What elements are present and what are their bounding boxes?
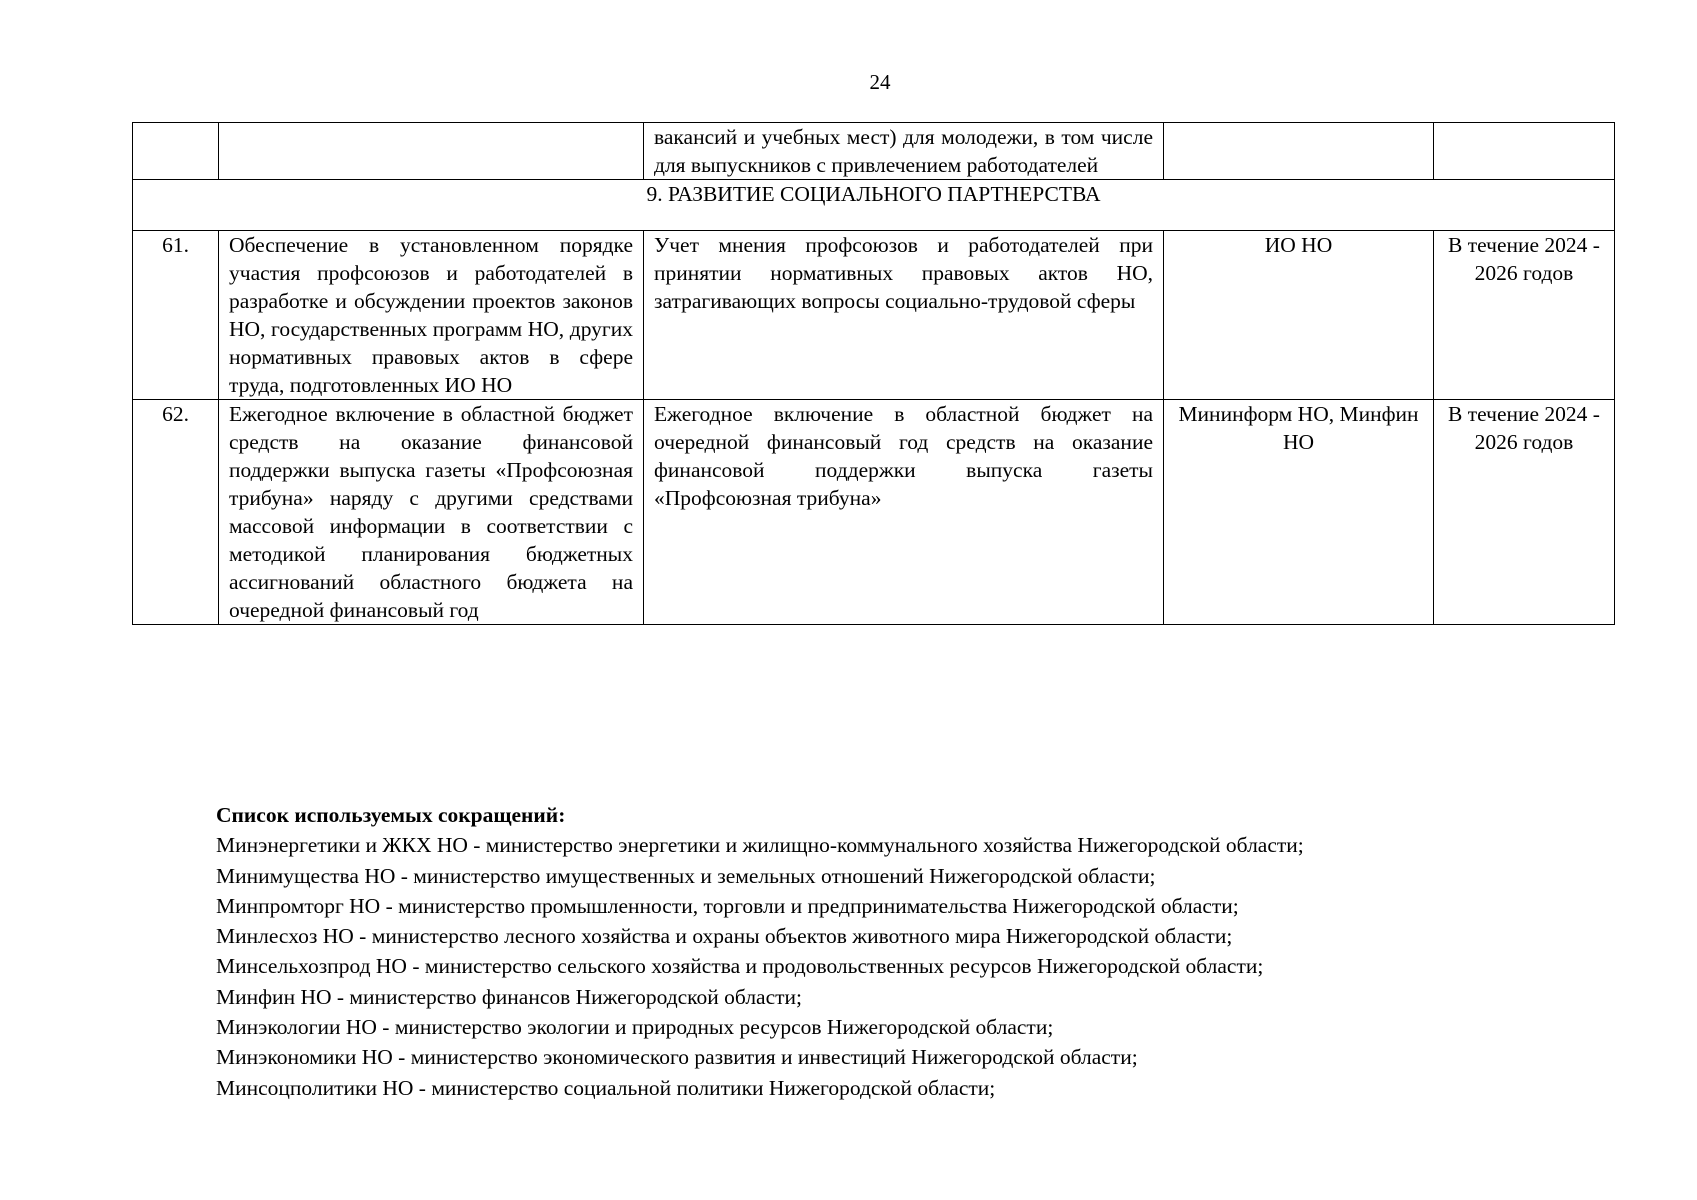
table-row-continuation bbox=[133, 123, 1615, 180]
abbreviation-item: Минпромторг НО - министерство промышленности, торговли и предпринимательства Нижегородской области; bbox=[216, 893, 1239, 918]
abbreviation-item: Минимущества НО - министерство имущественных и земельных отношений Нижегородской области; bbox=[216, 863, 1156, 888]
cell-executor bbox=[1164, 123, 1434, 180]
cell-result: вакансий и учебных мест) для молодежи, в том числе для выпускников с привлечением работодателей bbox=[644, 123, 1164, 180]
cell-result: Ежегодное включение в областной бюджет на очередной финансовый год средств на оказание финансовой поддержки выпуска газеты «Профсоюзная трибуна» bbox=[644, 400, 1164, 625]
cell-term bbox=[1434, 123, 1615, 180]
abbreviation-item: Минсоцполитики НО - министерство социальной политики Нижегородской области; bbox=[216, 1075, 996, 1100]
abbreviation-item: Минэнергетики и ЖКХ НО - министерство энергетики и жилищно-коммунального хозяйства Нижегородской области; bbox=[216, 833, 1304, 858]
cell-executor: ИО НО bbox=[1164, 231, 1434, 400]
cell-term: В течение 2024 - 2026 годов bbox=[1434, 231, 1615, 400]
abbreviation-item: Минфин НО - министерство финансов Нижегородской области; bbox=[216, 984, 803, 1009]
abbreviation-item: Минэкологии НО - министерство экологии и природных ресурсов Нижегородской области; bbox=[216, 1015, 1054, 1040]
cell-num: 61. bbox=[133, 231, 219, 400]
abbreviations-title: Список используемых сокращений: bbox=[216, 803, 566, 827]
table-row bbox=[133, 231, 1615, 400]
cell-result: Учет мнения профсоюзов и работодателей при принятии нормативных правовых актов НО, затрагивающих вопросы социально-трудовой сферы bbox=[644, 231, 1164, 400]
cell-num: 62. bbox=[133, 400, 219, 625]
cell-term: В течение 2024 - 2026 годов bbox=[1434, 400, 1615, 625]
abbreviations-list bbox=[216, 800, 1616, 1103]
cell-event bbox=[219, 123, 644, 180]
table-row bbox=[133, 400, 1615, 625]
cell-executor: Мининформ НО, Минфин НО bbox=[1164, 400, 1434, 625]
action-plan-table bbox=[132, 122, 1615, 625]
abbreviation-item: Минэкономики НО - министерство экономического развития и инвестиций Нижегородской области; bbox=[216, 1045, 1138, 1070]
cell-num bbox=[133, 123, 219, 180]
abbreviation-item: Минсельхозпрод НО - министерство сельского хозяйства и продовольственных ресурсов Нижегородской области; bbox=[216, 954, 1264, 979]
cell-event: Ежегодное включение в областной бюджет средств на оказание финансовой поддержки выпуска газеты «Профсоюзная трибуна» наряду с другими средствами массовой информации в соответствии с методикой планирования бюджетных ассигнований областного бюджета на очередной финансовый год bbox=[219, 400, 644, 625]
section-title: 9. РАЗВИТИЕ СОЦИАЛЬНОГО ПАРТНЕРСТВА bbox=[133, 180, 1615, 231]
cell-event: Обеспечение в установленном порядке участия профсоюзов и работодателей в разработке и обсуждении проектов законов НО, государственных программ НО, других нормативных правовых актов в сфере труда, подготовленных ИО НО bbox=[219, 231, 644, 400]
section-header-row bbox=[133, 180, 1615, 231]
abbreviation-item: Минлесхоз НО - министерство лесного хозяйства и охраны объектов животного мира Нижегородской области; bbox=[216, 924, 1233, 949]
page-number: 24 bbox=[869, 70, 891, 94]
